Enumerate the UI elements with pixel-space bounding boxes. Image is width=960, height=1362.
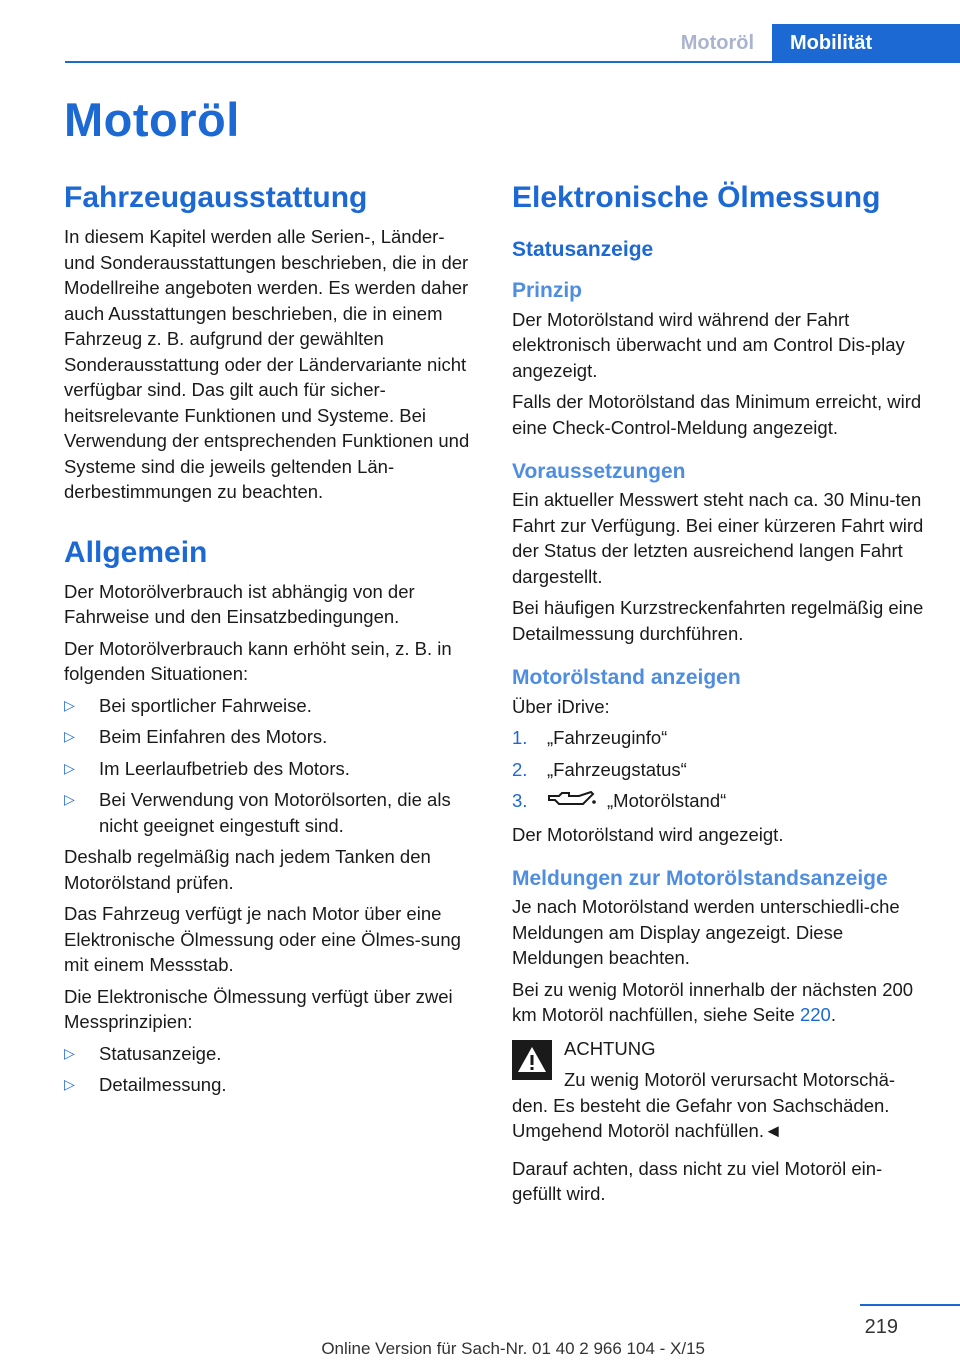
heading-meldungen: Meldungen zur Motorölstandsanzeige bbox=[512, 867, 888, 891]
list-item bbox=[64, 724, 480, 750]
tab-motoroel[interactable]: Motoröl bbox=[680, 31, 754, 54]
header-tabs bbox=[663, 24, 960, 62]
list-item-text: Beim Einfahren des Motors. bbox=[99, 726, 328, 747]
paragraph: Ein aktueller Messwert steht nach ca. 30 Minu-ten Fahrt zur Verfügung. Bei einer kürzeren Fahrt wird der Status der letzten ausreichend langen Fahrt dargestellt. bbox=[512, 489, 924, 587]
paragraph: Bei häufigen Kurzstreckenfahrten regelmäßig eine Detailmessung durchführen. bbox=[512, 597, 924, 644]
step-text: „Fahrzeuginfo“ bbox=[547, 727, 668, 749]
paragraph bbox=[512, 977, 930, 1028]
paragraph: Der Motorölstand wird während der Fahrt elektronisch überwacht und am Control Dis-play angezeigt. bbox=[512, 308, 905, 381]
paragraph: Je nach Motorölstand werden unterschiedli-che Meldungen am Display angezeigt. Diese Meldungen beachten. bbox=[512, 896, 900, 969]
list-item-text: Bei Verwendung von Motorölsorten, die als nicht geeignet eingestuft sind. bbox=[99, 789, 451, 836]
list-item bbox=[64, 1072, 480, 1098]
page-link[interactable]: 220 bbox=[799, 1004, 831, 1026]
page-number: 219 bbox=[864, 1316, 898, 1338]
paragraph: In diesem Kapitel werden alle Serien-, Länder- und Sonderausstattungen beschrieben, die in der Modellreihe angeboten werden. Es werden daher auch Ausstattungen beschrieben, die in einem Fahrzeug z. B. aufgrund der gewählten Sonderausstattung oder der Ländervariante nicht verfügbar sind. Das gilt auch für sicher-heitsrelevante Funktionen und Systeme. Bei Verwendung der entsprechenden Funktionen und Systeme sind die jeweils geltenden Län-derbestimmungen zu beachten. bbox=[64, 226, 470, 502]
list-item bbox=[64, 693, 480, 719]
step-text: „Motorölstand“ bbox=[607, 790, 727, 812]
right-column bbox=[512, 180, 930, 1213]
section-title-allgemein: Allgemein bbox=[64, 535, 208, 569]
heading-voraussetzungen: Voraussetzungen bbox=[512, 460, 686, 484]
paragraph-text: Bei zu wenig Motoröl innerhalb der nächsten 200 km Motoröl nachfüllen, siehe Seite bbox=[512, 978, 914, 1026]
warning-icon bbox=[512, 1040, 552, 1080]
tab-mobilitaet[interactable]: Mobilität bbox=[772, 24, 960, 62]
heading-motoroelstand-anzeigen: Motorölstand anzeigen bbox=[512, 666, 741, 690]
triangle-bullet-icon: ▷ bbox=[64, 696, 75, 713]
step-number: 3. bbox=[512, 790, 528, 812]
heading-prinzip: Prinzip bbox=[512, 279, 583, 303]
warning-heading: ACHTUNG bbox=[564, 1037, 656, 1059]
step-list bbox=[512, 725, 930, 815]
paragraph-text: . bbox=[830, 1004, 836, 1026]
warning-text: Zu wenig Motoröl verursacht Motorschä- bbox=[564, 1069, 896, 1091]
triangle-bullet-icon: ▷ bbox=[64, 728, 75, 744]
warning-text: den. Es besteht die Gefahr von Sachschäden. Umgehend Motoröl nachfüllen.◄ bbox=[512, 1094, 890, 1142]
paragraph: Der Motorölstand wird angezeigt. bbox=[512, 823, 784, 845]
list-item bbox=[64, 756, 480, 782]
step-text: „Fahrzeugstatus“ bbox=[547, 758, 687, 780]
step-number: 1. bbox=[512, 727, 528, 749]
page-title: Motoröl bbox=[64, 93, 240, 146]
step-item bbox=[512, 788, 930, 815]
step-item bbox=[512, 725, 930, 751]
list-item-text: Im Leerlaufbetrieb des Motors. bbox=[99, 757, 350, 779]
list-item-text: Detailmessung. bbox=[99, 1074, 227, 1095]
triangle-bullet-icon: ▷ bbox=[64, 1044, 75, 1061]
paragraph: Der Motorölverbrauch kann erhöht sein, z. B. in folgenden Situationen: bbox=[64, 637, 452, 684]
oil-can-icon bbox=[547, 789, 597, 816]
paragraph: Falls der Motorölstand das Minimum erreicht, wird eine Check-Control-Meldung angezeigt. bbox=[512, 391, 922, 438]
header-rule bbox=[65, 61, 960, 63]
triangle-bullet-icon: ▷ bbox=[64, 791, 75, 807]
warning-box bbox=[512, 1036, 930, 1144]
paragraph: Das Fahrzeug verfügt je nach Motor über eine Elektronische Ölmessung oder eine Ölmes-sung mit einem Messstab. bbox=[64, 903, 461, 975]
paragraph: Die Elektronische Ölmessung verfügt über zwei Messprinzipien: bbox=[64, 985, 453, 1032]
list-item-text: Statusanzeige. bbox=[99, 1042, 222, 1064]
section-title-elektronische-oelmessung: Elektronische Ölmessung bbox=[512, 181, 881, 214]
bullet-list bbox=[64, 1041, 480, 1098]
list-item-text: Bei sportlicher Fahrweise. bbox=[99, 694, 312, 716]
step-number: 2. bbox=[512, 758, 528, 780]
subsection-title-statusanzeige: Statusanzeige bbox=[512, 238, 654, 261]
paragraph: Darauf achten, dass nicht zu viel Motoröl ein-gefüllt wird. bbox=[512, 1157, 883, 1205]
paragraph: Deshalb regelmäßig nach jedem Tanken den Motorölstand prüfen. bbox=[64, 846, 431, 893]
paragraph: Der Motorölverbrauch ist abhängig von der Fahrweise und den Einsatzbedingungen. bbox=[64, 580, 415, 627]
left-column bbox=[64, 180, 480, 1104]
triangle-bullet-icon: ▷ bbox=[64, 759, 75, 776]
footer-note: Online Version für Sach-Nr. 01 40 2 966 104 - X/15 bbox=[321, 1339, 705, 1358]
section-title-fahrzeugausstattung: Fahrzeugausstattung bbox=[64, 181, 368, 214]
paragraph: Über iDrive: bbox=[512, 695, 610, 717]
triangle-bullet-icon: ▷ bbox=[64, 1076, 75, 1092]
footer-rule bbox=[860, 1304, 960, 1306]
bullet-list bbox=[64, 693, 480, 839]
list-item bbox=[64, 787, 480, 838]
list-item bbox=[64, 1041, 480, 1067]
step-item bbox=[512, 757, 930, 783]
